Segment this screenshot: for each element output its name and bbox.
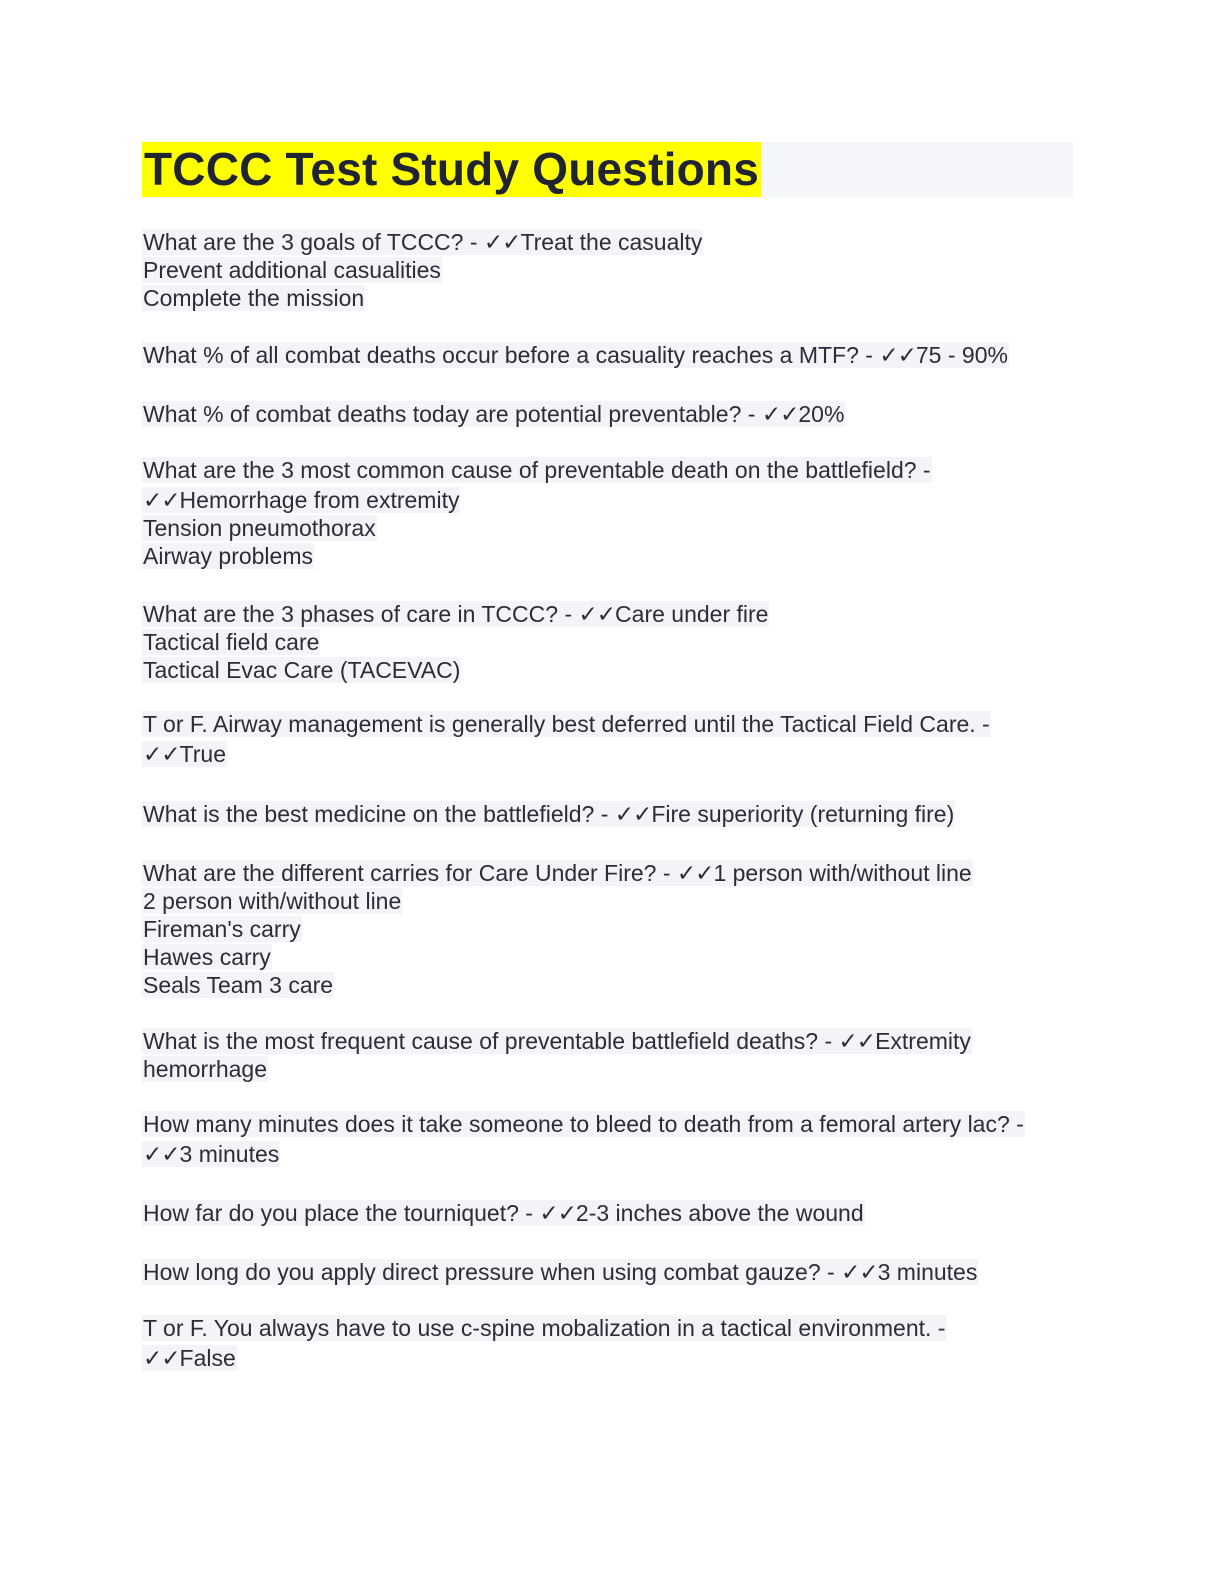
qa-item-3 <box>142 400 1082 428</box>
answer-line: hemorrhage <box>143 1056 268 1082</box>
question-text: What % of all combat deaths occur before a casuality reaches a MTF? - <box>143 342 880 368</box>
question-text: How many minutes does it take someone to bleed to death from a femoral artery lac? - <box>143 1111 1024 1137</box>
question-text: What are the 3 goals of TCCC? - <box>143 229 484 255</box>
qa-item-7 <box>142 800 1082 828</box>
check-mark: ✓✓ <box>539 1200 576 1226</box>
qa-item-4 <box>142 456 1082 570</box>
answer-text: 2-3 inches above the wound <box>575 1200 864 1226</box>
answer-text: 3 minutes <box>179 1141 280 1167</box>
question-text: What are the 3 phases of care in TCCC? - <box>143 601 579 627</box>
question-text: What are the 3 most common cause of preventable death on the battlefield? - <box>143 457 931 483</box>
answer-text: False <box>179 1345 236 1371</box>
answer-text: True <box>179 741 226 767</box>
check-mark: ✓✓ <box>761 401 799 427</box>
answer-line: Tension pneumothorax <box>143 515 376 541</box>
answer-text: 75 - 90% <box>915 342 1008 368</box>
qa-item-1 <box>142 228 1082 312</box>
answer-line: 2 person with/without line <box>143 888 402 914</box>
answer-line: Tactical Evac Care (TACEVAC) <box>143 657 461 683</box>
question-text: What are the different carries for Care Under Fire? - <box>143 860 677 886</box>
check-mark: ✓✓ <box>838 1028 876 1054</box>
answer-text: Extremity <box>875 1028 971 1054</box>
question-text: What % of combat deaths today are potential preventable? - <box>143 401 762 427</box>
answer-text: 3 minutes <box>877 1259 978 1285</box>
qa-item-13 <box>142 1314 1082 1372</box>
check-mark: ✓✓ <box>841 1259 878 1285</box>
qa-item-10 <box>142 1110 1082 1168</box>
answer-text: 20% <box>798 401 845 427</box>
qa-item-12 <box>142 1258 1082 1286</box>
qa-item-9 <box>142 1027 1082 1083</box>
answer-text: Care under fire <box>615 601 769 627</box>
answer-text: Hemorrhage from extremity <box>179 487 460 513</box>
question-text: T or F. Airway management is generally best deferred until the Tactical Field Care. - <box>143 711 990 737</box>
page-title: TCCC Test Study Questions <box>144 143 759 195</box>
check-mark: ✓✓ <box>143 1141 180 1167</box>
check-mark: ✓✓ <box>143 1345 180 1371</box>
check-mark: ✓✓ <box>143 487 180 513</box>
answer-line: Airway problems <box>143 543 313 569</box>
answer-text: Fire superiority (returning fire) <box>651 801 955 827</box>
answer-line: Hawes carry <box>143 944 271 970</box>
qa-item-11 <box>142 1199 1082 1227</box>
check-mark: ✓✓ <box>676 860 714 886</box>
qa-item-2 <box>142 341 1082 369</box>
question-text: How far do you place the tourniquet? - <box>143 1200 540 1226</box>
check-mark: ✓✓ <box>614 801 652 827</box>
answer-line: Prevent additional casualities <box>143 257 441 283</box>
check-mark: ✓✓ <box>143 741 180 767</box>
answer-line: Fireman's carry <box>143 916 301 942</box>
question-text: How long do you apply direct pressure when using combat gauze? - <box>143 1259 842 1285</box>
check-mark: ✓✓ <box>483 229 521 255</box>
answer-text: Treat the casualty <box>520 229 703 255</box>
answer-line: Seals Team 3 care <box>143 972 334 998</box>
qa-item-5 <box>142 600 1082 684</box>
question-text: T or F. You always have to use c-spine mobalization in a tactical environment. - <box>143 1315 946 1341</box>
qa-item-6 <box>142 710 1082 768</box>
answer-line: Complete the mission <box>143 285 365 311</box>
check-mark: ✓✓ <box>879 342 916 368</box>
check-mark: ✓✓ <box>578 601 616 627</box>
answer-line: Tactical field care <box>143 629 320 655</box>
question-text: What is the best medicine on the battlefield? - <box>143 801 615 827</box>
question-text: What is the most frequent cause of preventable battlefield deaths? - <box>143 1028 839 1054</box>
qa-item-8 <box>142 859 1082 999</box>
answer-text: 1 person with/without line <box>713 860 972 886</box>
